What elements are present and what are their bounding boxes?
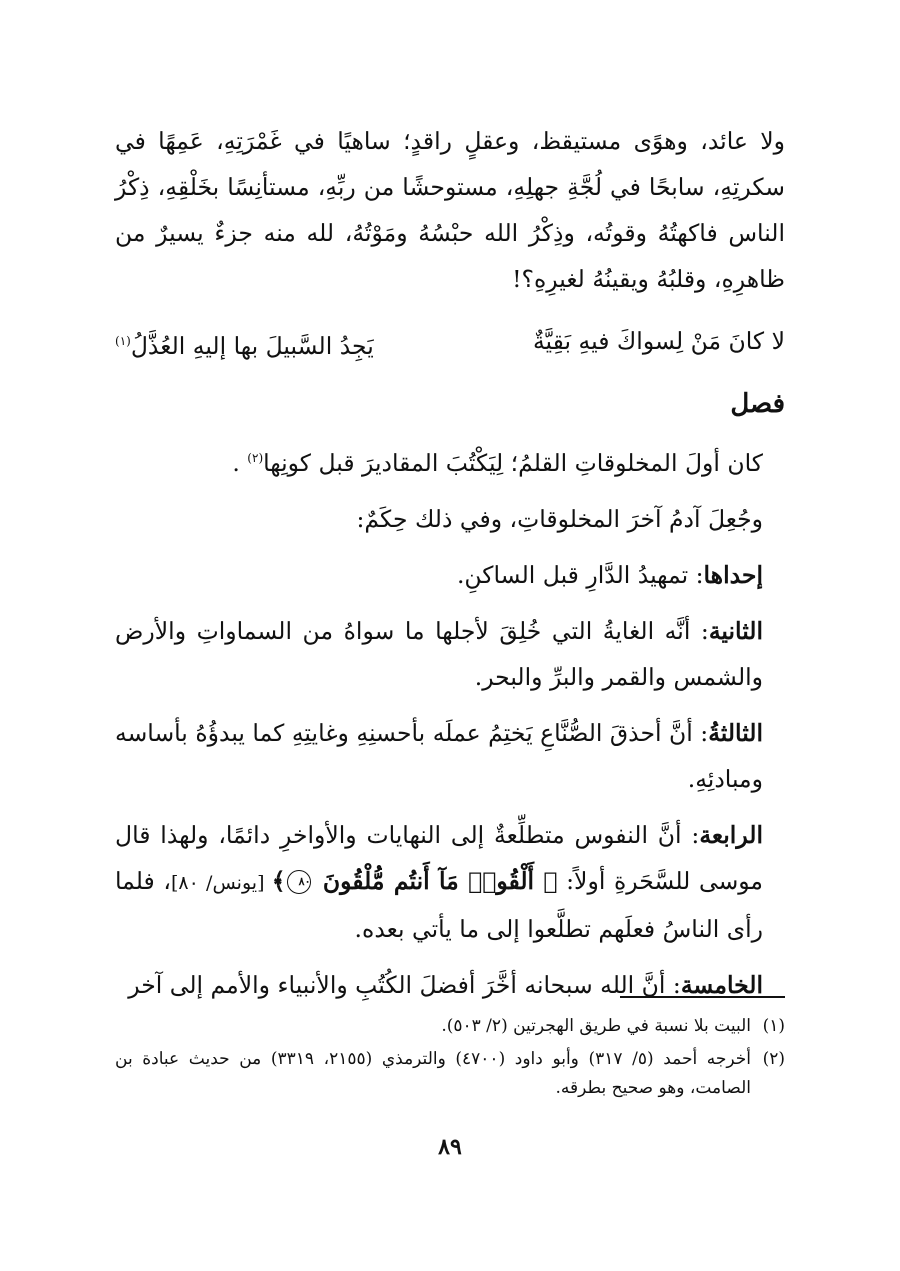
wisdom-label-2: الثانية — [708, 616, 763, 645]
ayah-number-marker: ٨٠ — [287, 870, 311, 894]
paragraph-wisdom-4: الرابعة: أنَّ النفوس متطلِّعةٌ إلى النهايات والأواخرِ دائمًا، ولهذا قال موسى للسَّحَرةِ أولاً: ﴿ أَلْقُوا۟ مَآ أَنتُم مُّلْقُونَ ٨٠﴾ [يونس/ ٨٠]، فلما رأى الناسُ فعلَهم تطلَّعوا إلى ما يأتي بعده. — [115, 820, 763, 943]
wisdom-label-1: إحداها — [703, 560, 763, 589]
footnote-divider — [620, 996, 785, 998]
footnote-item — [115, 1012, 785, 1041]
footnote-item — [115, 1045, 785, 1103]
paragraph-wisdom-2: الثانية: أنَّه الغايةُ التي خُلِقَ لأجلها ما سواهُ من السماواتِ والأرض والشمس والقمر والبرِّ والبحر. — [115, 616, 763, 691]
page-number: ٨٩ — [438, 1134, 462, 1160]
footnotes — [115, 1012, 785, 1107]
paragraph-wisdom-1: إحداها: تمهيدُ الدَّارِ قبل الساكنِ. — [456, 560, 763, 589]
quran-verse: ﴿ أَلْقُوا۟ مَآ أَنتُم مُّلْقُونَ ٨٠﴾ — [271, 866, 558, 895]
intro-paragraph: ولا عائد، وهوًى مستيقظ، وعقلٍ راقدٍ؛ ساهيًا في غَمْرَتِهِ، عَمِهًا في سكرتِهِ، سابحًا في لُجَّةِ جهلِهِ، مستوحشًا من ربِّهِ، مستأنِسًا بخَلْقِهِ، ذِكْرُ الناس فاكهتُهُ وقوتُه، وذِكْرُ الله حبْسُهُ ومَوْتُهُ، لله منه جزءٌ يسيرٌ من ظاهرِهِ، وقلبُهُ ويقينُهُ لغيرِهِ؟! — [115, 127, 785, 293]
section-heading: فصل — [730, 388, 785, 419]
footnote-ref-2: (٢) — [247, 450, 264, 465]
quran-reference: [يونس/ ٨٠] — [171, 871, 272, 894]
paragraph-first-created: كان أولَ المخلوقاتِ القلمُ؛ لِيَكْتُبَ المقاديرَ قبل كونِها$^{(٢)}$ . — [232, 448, 763, 477]
main-text — [115, 118, 785, 1008]
paragraph-wisdom-5: الخامسة: أنَّ الله سبحانه أخَّرَ أفضلَ الكُتُبِ والأنبياء والأمم إلى آخر — [128, 970, 763, 999]
footnote-number: (١) — [762, 1016, 785, 1036]
wisdom-label-3: الثالثةُ — [708, 718, 763, 747]
wisdom-label-5: الخامسة — [680, 970, 763, 999]
page-body — [115, 118, 785, 1018]
footnote-ref-1: (١) — [115, 334, 131, 348]
verse-second-hemistich: يَجِدُ السَّبيلَ بها إليهِ العُذَّلُ$^{(١)}$ — [115, 331, 374, 360]
paragraph-adam-last: وجُعِلَ آدمُ آخرَ المخلوقاتِ، وفي ذلك حِكَمٌ: — [356, 504, 763, 533]
paragraph-wisdom-3: الثالثةُ: أنَّ أحذقَ الصُّنَّاعِ يَختِمُ عملَه بأحسنِهِ وغايتِهِ كما يبدؤُهُ بأساسه ومبادئِهِ. — [115, 718, 763, 793]
poetry-verse — [115, 320, 785, 367]
footnote-text: أخرجه أحمد (٥/ ٣١٧) وأبو داود (٤٧٠٠) والترمذي (٢١٥٥، ٣٣١٩) من حديث عبادة بن الصامت، وهو صحيح بطرقه. — [115, 1049, 752, 1098]
footnote-number: (٢) — [762, 1049, 785, 1069]
wisdom-label-4: الرابعة — [699, 820, 763, 849]
footnote-text: البيت بلا نسبة في طريق الهجرتين (٢/ ٥٠٣). — [441, 1016, 751, 1036]
verse-first-hemistich: لا كانَ مَنْ لِسواكَ فيهِ بَقِيَّةٌ — [532, 327, 785, 355]
